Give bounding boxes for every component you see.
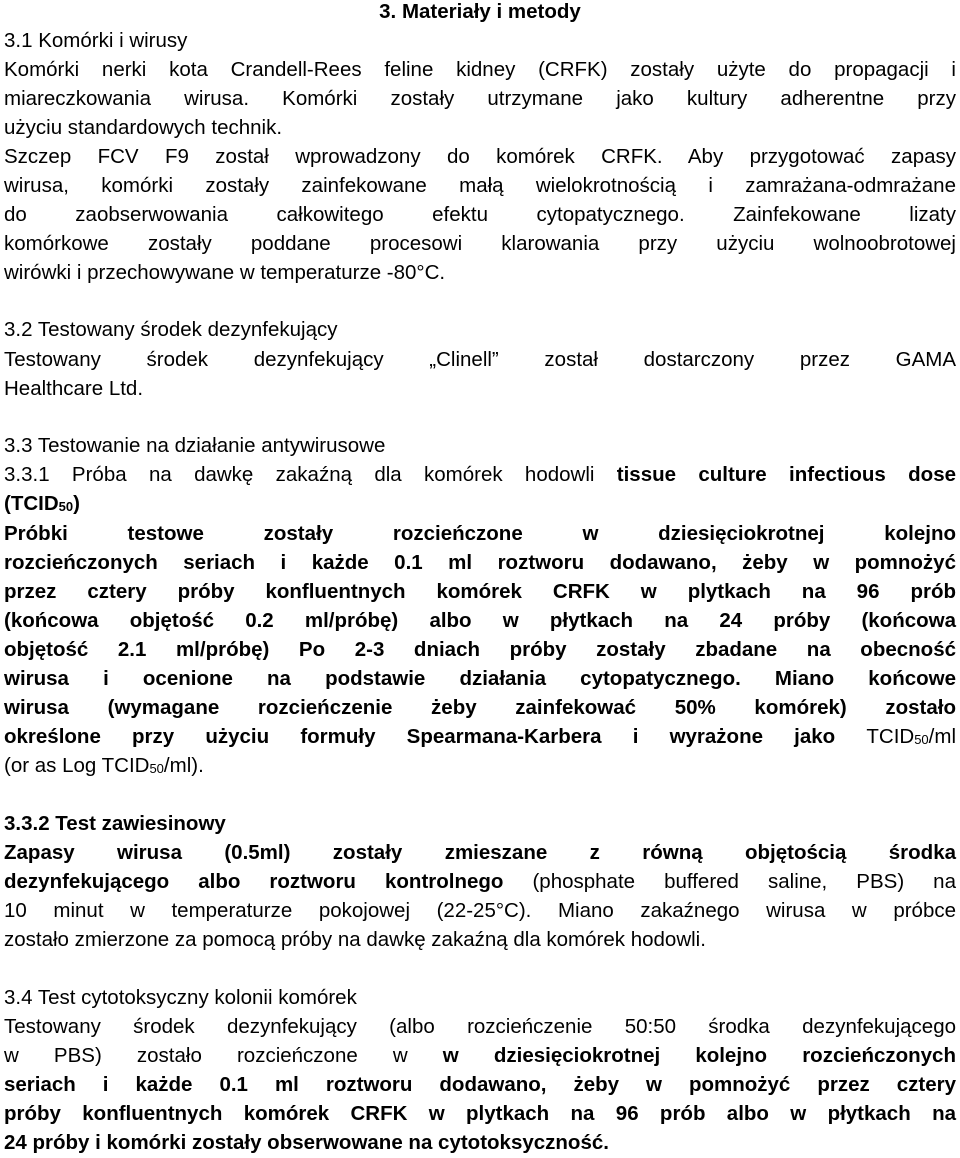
- paragraph-line: wirusa, komórki zostały zainfekowane małą wielokrotnością i zamrażana-odmrażane: [4, 174, 956, 197]
- paragraph-line: [4, 1044, 956, 1070]
- paragraph-line: seriach i każde 0.1 ml roztworu dodawano, żeby w pomnożyć przez cztery: [4, 1073, 956, 1096]
- paragraph-line: Zapasy wirusa (0.5ml) zostały zmieszane z równą objętością środka: [4, 841, 956, 864]
- log-suffix: /ml).: [163, 754, 204, 777]
- paragraph-line: Testowany środek dezynfekujący „Clinell” został dostarczony przez GAMA: [4, 348, 956, 371]
- subsection-title-3-3-1: [4, 463, 956, 489]
- paragraph-line: Próbki testowe zostały rozcieńczone w dziesięciokrotnej kolejno: [4, 522, 956, 545]
- paragraph-line: wirusa (wymagane rozcieńczenie żeby zainfekować 50% komórek) zostało: [4, 696, 956, 719]
- paragraph-line: Testowany środek dezynfekujący (albo rozcieńczenie 50:50 środka dezynfekującego: [4, 1015, 956, 1038]
- paragraph-line: Szczep FCV F9 został wprowadzony do komórek CRFK. Aby przygotować zapasy: [4, 145, 956, 168]
- paragraph-line: komórkowe zostały poddane procesowi klarowania przy użyciu wolnoobrotowej: [4, 232, 956, 255]
- tcid-unit: [866, 725, 956, 748]
- paragraph-line: 10 minut w temperaturze pokojowej (22-25°C). Miano zakaźnego wirusa w próbce: [4, 899, 956, 922]
- tcid-subscript: 50: [58, 499, 74, 514]
- heading-text: 3.3.1 Próba na dawkę zakaźną dla komórek hodowli: [4, 463, 617, 486]
- paragraph-line: zostało zmierzone za pomocą próby na dawkę zakaźną dla komórek hodowli.: [4, 928, 706, 951]
- log-text: (or as Log TCID: [4, 754, 150, 777]
- paragraph-line: użyciu standardowych technik.: [4, 116, 283, 139]
- subsection-title-3-2: 3.2 Testowany środek dezynfekujący: [4, 318, 338, 341]
- bold-text: w dziesięciokrotnej kolejno rozcieńczonych: [442, 1044, 956, 1067]
- paragraph-line: wirówki i przechowywane w temperaturze -80°C.: [4, 261, 446, 284]
- tcid-label: [4, 492, 956, 518]
- paragraph-line: rozcieńczonych seriach i każde 0.1 ml roztworu dodawano, żeby w pomnożyć: [4, 551, 956, 574]
- paragraph-line: 24 próby i komórki zostały obserwowane na cytotoksyczność.: [4, 1131, 609, 1154]
- bold-text: dezynfekującego albo roztworu kontrolnego: [4, 870, 504, 893]
- subsection-title-3-1: 3.1 Komórki i wirusy: [4, 29, 188, 52]
- paragraph-line: [4, 870, 956, 896]
- paragraph-line: (końcowa objętość 0.2 ml/próbę) albo w płytkach na 24 próby (końcowa: [4, 609, 956, 632]
- heading-bold-text: tissue culture infectious dose: [616, 463, 957, 486]
- paragraph-line: [4, 754, 956, 780]
- tcid-open: (TCID: [4, 492, 59, 515]
- paragraph-line: Komórki nerki kota Crandell-Rees feline kidney (CRFK) zostały użyte do propagacji i: [4, 58, 956, 81]
- paragraph-line: objętość 2.1 ml/próbę) Po 2-3 dniach próby zostały zbadane na obecność: [4, 638, 956, 661]
- paragraph-line: do zaobserwowania całkowitego efektu cytopatycznego. Zainfekowane lizaty: [4, 203, 956, 226]
- paragraph-line: próby konfluentnych komórek CRFK w plytkach na 96 prób albo w płytkach na: [4, 1102, 956, 1125]
- formula-text: określone przy użyciu formuły Spearmana-Karbera i wyrażone jako: [4, 725, 867, 748]
- subsection-title-3-4: 3.4 Test cytotoksyczny kolonii komórek: [4, 986, 357, 1009]
- section-heading: 3. Materiały i metody: [379, 0, 581, 23]
- tcid-close: ): [73, 492, 80, 515]
- plain-text: (phosphate buffered saline, PBS) na: [503, 870, 956, 893]
- plain-text: w PBS) zostało rozcieńczone w: [4, 1044, 443, 1067]
- paragraph-line: [4, 725, 956, 751]
- tcid-unit-text: TCID: [866, 725, 915, 748]
- subsection-title-3-3: 3.3 Testowanie na działanie antywirusowe: [4, 434, 386, 457]
- paragraph-line: wirusa i ocenione na podstawie działania cytopatycznego. Miano końcowe: [4, 667, 956, 690]
- paragraph-line: Healthcare Ltd.: [4, 377, 144, 400]
- paragraph-line: przez cztery próby konfluentnych komórek CRFK w plytkach na 96 prób: [4, 580, 956, 603]
- log-subscript: 50: [149, 761, 164, 776]
- tcid-unit-subscript: 50: [914, 732, 929, 747]
- tcid-unit-suffix: /ml: [928, 725, 956, 748]
- paragraph-line: miareczkowania wirusa. Komórki zostały utrzymane jako kultury adherentne przy: [4, 87, 956, 110]
- subsection-title-3-3-2: 3.3.2 Test zawiesinowy: [4, 812, 226, 835]
